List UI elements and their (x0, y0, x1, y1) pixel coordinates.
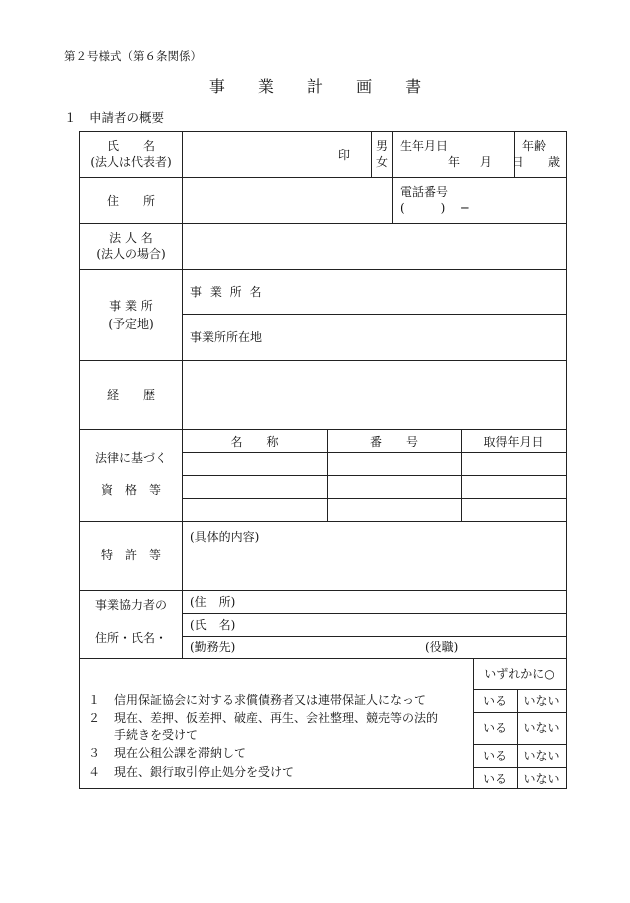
declaration-item-4-text: 現在、銀行取引停止処分を受けて (114, 765, 295, 779)
office-location-label: 事業所所在地 (190, 330, 263, 344)
phone-label: 電話番号 (400, 185, 449, 199)
declaration-item-1-num: １ (88, 693, 101, 707)
collaborator-name-label: (氏 名) (190, 618, 236, 632)
patents-content-label: (具体的内容) (190, 530, 260, 544)
col-number-header: 番 号 (369, 435, 418, 449)
corp-name-note: (法人の場合) (96, 247, 166, 261)
address-label: 住 所 (106, 194, 155, 208)
declaration-1-no[interactable]: いない (523, 694, 560, 708)
declaration-4-no[interactable]: いない (523, 772, 560, 786)
declaration-3-no[interactable]: いない (523, 749, 560, 763)
qualifications-label-2: 資 格 等 (100, 483, 161, 497)
declaration-item-2-text: 現在、差押、仮差押、破産、再生、会社整理、競売等の法的 (114, 711, 439, 725)
declaration-2-yes[interactable]: いる (482, 721, 507, 735)
declaration-3-yes[interactable]: いる (482, 749, 507, 763)
declaration-4-yes[interactable]: いる (482, 772, 507, 786)
declaration-header: いずれかに○ (484, 667, 555, 681)
office-label: 事 業 所 (109, 299, 153, 313)
sex-female-option: 女 (376, 155, 389, 169)
document-title: 事 業 計 画 書 (208, 77, 436, 96)
career-label: 経 歴 (106, 388, 155, 402)
seal-mark: 印 (338, 148, 351, 162)
office-label-note: (予定地) (108, 317, 154, 331)
phone-format: ( ) ─ (400, 201, 469, 215)
collaborator-address-label: (住 所) (190, 595, 236, 609)
sex-male-option: 男 (376, 139, 389, 153)
declaration-item-2-text-cont: 手続きを受けて (114, 728, 199, 742)
application-form-table (79, 131, 567, 789)
col-date-header: 取得年月日 (483, 435, 544, 449)
declaration-item-1-text: 信用保証協会に対する求償債務者又は連帯保証人になって (114, 693, 427, 707)
collaborator-label-2: 住所・氏名・ (94, 631, 167, 645)
name-label: 氏 名 (106, 139, 155, 153)
collaborator-workplace-label: (勤務先) (190, 640, 236, 654)
declaration-item-2-num: ２ (88, 711, 101, 725)
section-heading: １ 申請者の概要 (64, 110, 165, 125)
declaration-2-no[interactable]: いない (523, 721, 560, 735)
qualifications-label: 法律に基づく (94, 451, 167, 465)
name-label-note: (法人は代表者) (90, 155, 172, 169)
age-label: 年齢 (522, 139, 547, 153)
col-name-header: 名 称 (230, 435, 279, 449)
age-unit: 歳 (548, 155, 561, 169)
office-name-label: 事 業 所 名 (190, 285, 264, 299)
declaration-item-3-num: ３ (88, 746, 101, 760)
form-number: 第２号様式（第６条関係） (64, 49, 202, 63)
collaborator-label: 事業協力者の (94, 598, 167, 612)
corp-name-label: 法 人 名 (109, 231, 153, 245)
declaration-1-yes[interactable]: いる (482, 694, 507, 708)
birthdate-label: 生年月日 (400, 139, 449, 153)
declaration-item-3-text: 現在公租公課を滞納して (114, 746, 247, 760)
collaborator-position-label: (役職) (425, 640, 459, 654)
birthdate-format: 年 月 日 (448, 155, 524, 169)
patents-label: 特 許 等 (100, 548, 161, 562)
declaration-item-4-num: ４ (88, 765, 101, 779)
